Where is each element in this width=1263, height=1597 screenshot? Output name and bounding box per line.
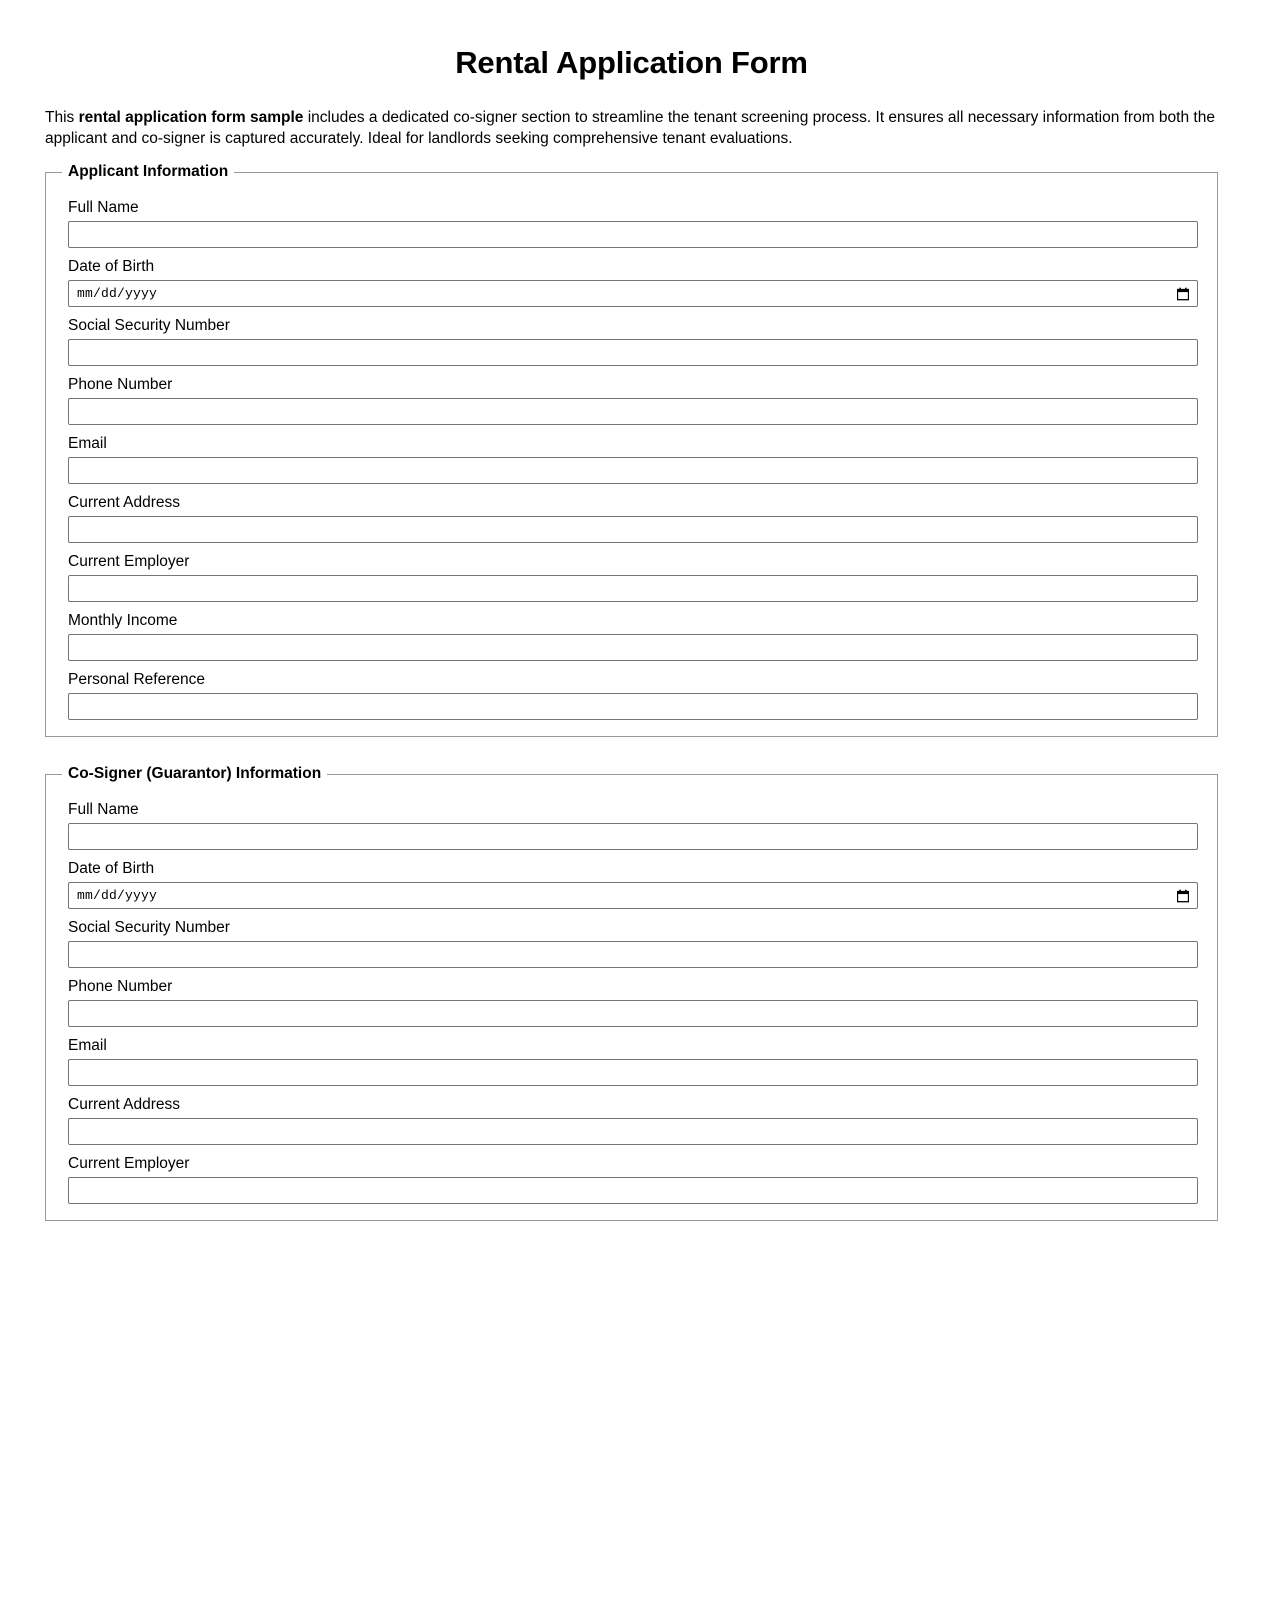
- cosigner-full-name-input[interactable]: [68, 823, 1198, 850]
- monthly-income-input[interactable]: [68, 634, 1198, 661]
- field-label: Date of Birth: [68, 860, 155, 877]
- applicant-information-legend: Applicant Information: [68, 163, 229, 180]
- field-label: Phone Number: [68, 978, 173, 995]
- date-of-birth-input[interactable]: [68, 280, 1198, 307]
- current-employer-input[interactable]: [68, 575, 1198, 602]
- cosigner-current-address-input[interactable]: [68, 1118, 1198, 1145]
- personal-reference-input[interactable]: [68, 693, 1198, 720]
- field-monthly-income: [68, 602, 1198, 661]
- calendar-icon[interactable]: [1177, 889, 1189, 902]
- field-personal-reference: [68, 661, 1198, 720]
- field-label: Personal Reference: [68, 671, 205, 688]
- cosigner-field-social-security-number: [68, 909, 1198, 968]
- date-placeholder: mm/dd/yyyy: [77, 286, 158, 301]
- field-full-name: [68, 189, 1198, 248]
- cosigner-date-of-birth-input[interactable]: [68, 882, 1198, 909]
- field-phone-number: [68, 366, 1198, 425]
- cosigner-social-security-number-input[interactable]: [68, 941, 1198, 968]
- field-label: Phone Number: [68, 376, 173, 393]
- field-label: Current Employer: [68, 1155, 190, 1172]
- date-input-box[interactable]: [68, 882, 1198, 909]
- description-bold-term: rental application form sample: [78, 109, 304, 126]
- social-security-number-input[interactable]: [68, 339, 1198, 366]
- field-label: Social Security Number: [68, 317, 230, 334]
- field-label: Current Employer: [68, 553, 190, 570]
- cosigner-field-full-name: [68, 791, 1198, 850]
- applicant-information-section: [45, 163, 1218, 737]
- cosigner-field-date-of-birth: [68, 850, 1198, 909]
- field-social-security-number: [68, 307, 1198, 366]
- field-label: Date of Birth: [68, 258, 155, 275]
- cosigner-information-section: [45, 765, 1218, 1221]
- field-current-employer: [68, 543, 1198, 602]
- full-name-input[interactable]: [68, 221, 1198, 248]
- page-title: Rental Application Form: [455, 45, 808, 80]
- cosigner-phone-number-input[interactable]: [68, 1000, 1198, 1027]
- description-prefix: This: [45, 109, 79, 126]
- cosigner-information-legend: Co-Signer (Guarantor) Information: [68, 765, 322, 782]
- field-label: Email: [68, 435, 107, 452]
- cosigner-email-input[interactable]: [68, 1059, 1198, 1086]
- date-input-box[interactable]: [68, 280, 1198, 307]
- field-label: Current Address: [68, 1096, 180, 1113]
- field-email: [68, 425, 1198, 484]
- current-address-input[interactable]: [68, 516, 1198, 543]
- cosigner-field-email: [68, 1027, 1198, 1086]
- field-current-address: [68, 484, 1198, 543]
- form-description: [45, 82, 1218, 149]
- applicant-fields: [46, 181, 1217, 720]
- field-label: Full Name: [68, 801, 139, 818]
- cosigner-field-phone-number: [68, 968, 1198, 1027]
- field-label: Email: [68, 1037, 107, 1054]
- cosigner-field-current-employer: [68, 1145, 1198, 1204]
- field-label: Full Name: [68, 199, 139, 216]
- calendar-icon[interactable]: [1177, 287, 1189, 300]
- field-label: Social Security Number: [68, 919, 230, 936]
- cosigner-fields: [46, 783, 1217, 1204]
- email-input[interactable]: [68, 457, 1198, 484]
- phone-number-input[interactable]: [68, 398, 1198, 425]
- date-placeholder: mm/dd/yyyy: [77, 888, 158, 903]
- field-label: Monthly Income: [68, 612, 178, 629]
- field-label: Current Address: [68, 494, 180, 511]
- cosigner-current-employer-input[interactable]: [68, 1177, 1198, 1204]
- cosigner-field-current-address: [68, 1086, 1198, 1145]
- description-rest: includes a dedicated co-signer section to streamline the tenant screening process. It ensures all necessary information from both the applicant and co-signer is captured accurately. Ideal for landlords seeking comprehensive tenant evaluations.: [45, 109, 1215, 147]
- field-date-of-birth: [68, 248, 1198, 307]
